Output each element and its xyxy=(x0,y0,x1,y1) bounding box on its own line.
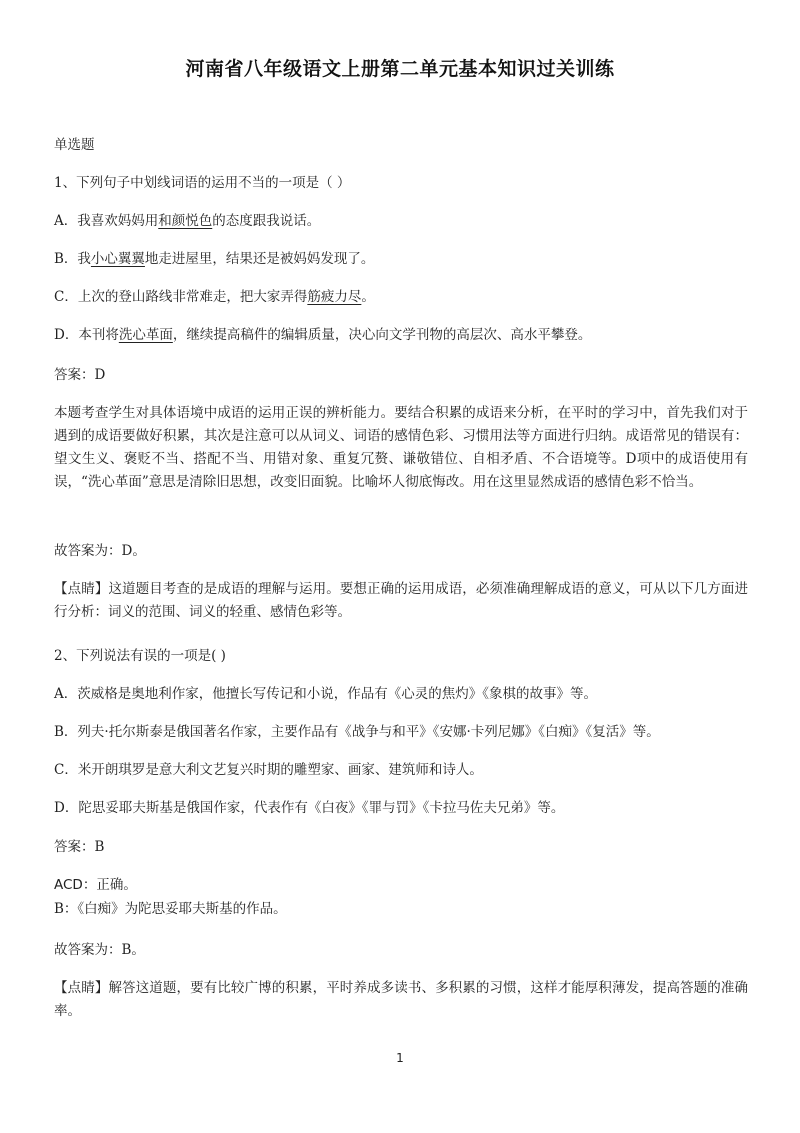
q1-option-c-post: 。 xyxy=(361,289,375,305)
q1-option-d-pre: D．本刊将 xyxy=(54,327,119,343)
q1-option-b xyxy=(54,249,754,269)
q2-option-d: D．陀思妥耶夫斯基是俄国作家，代表作有《白夜》《罪与罚》《卡拉马佐夫兄弟》等。 xyxy=(54,800,565,816)
q1-option-a-underlined: 和颜悦色 xyxy=(158,213,213,229)
q2-final-answer: 故答案为：B。 xyxy=(54,942,145,958)
page-number: 1 xyxy=(396,1051,404,1065)
q2-answer: 答案：B xyxy=(54,839,105,855)
q1-option-d-post: ，继续提高稿件的编辑质量，决心向文学刊物的高层次、高水平攀登。 xyxy=(172,327,592,343)
q1-option-b-post: 地走进屋里，结果还是被妈妈发现了。 xyxy=(144,251,375,267)
q1-option-b-pre: B．我 xyxy=(54,251,91,267)
q1-stem: 1、下列句子中划线词语的运用不当的一项是（ ） xyxy=(54,175,351,191)
q2-option-a: A．茨威格是奥地利作家，他擅长写传记和小说，作品有《心灵的焦灼》《象棋的故事》等。 xyxy=(54,686,597,702)
q1-option-c xyxy=(54,287,754,307)
q2-stem: 2、下列说法有误的一项是( ) xyxy=(54,648,226,664)
q2-explanation-1: ACD：正确。 xyxy=(54,877,137,893)
q1-option-c-underlined: 筋疲力尽 xyxy=(307,289,362,305)
q2-explanation-2: B：《白痴》为陀思妥耶夫斯基的作品。 xyxy=(54,901,287,917)
q1-tip: 【点睛】这道题目考查的是成语的理解与运用。要想正确的运用成语，必须准确理解成语的意义，可从以下几方面进行分析：词义的范围、词义的轻重、感情色彩等。 xyxy=(54,581,748,620)
q1-final-answer: 故答案为：D。 xyxy=(54,543,146,559)
q1-option-a-pre: A．我喜欢妈妈用 xyxy=(54,213,159,229)
section-heading: 单选题 xyxy=(54,137,95,153)
q1-option-b-underlined: 小心翼翼 xyxy=(90,251,145,267)
q2-tip: 【点睛】解答这道题，要有比较广博的积累，平时养成多读书、多积累的习惯，这样才能厚积薄发，提高答题的准确率。 xyxy=(54,980,748,1019)
q2-option-b: B．列夫·托尔斯泰是俄国著名作家，主要作品有《战争与和平》《安娜·卡列尼娜》《白痴》《复活》等。 xyxy=(54,724,660,740)
q1-option-a xyxy=(54,211,754,231)
q2-option-c: C．米开朗琪罗是意大利文艺复兴时期的雕塑家、画家、建筑师和诗人。 xyxy=(54,762,483,778)
q1-option-c-pre: C．上次的登山路线非常难走，把大家弄得 xyxy=(54,289,308,305)
q1-explanation: 本题考查学生对具体语境中成语的运用正误的辨析能力。要结合积累的成语来分析，在平时的学习中，首先我们对于遇到的成语要做好积累，其次是注意可以从词义、词语的感情色彩、习惯用法等方面进行归纳。成语常见的错误有：望文生义、褒贬不当、搭配不当、用错对象、重复冗赘、谦敬错位、自相矛盾、不合语境等。D项中的成语使用有误，“洗心革面”意思是清除旧思想，改变旧面貌。比喻坏人彻底悔改。用在这里显然成语的感情色彩不恰当。 xyxy=(54,405,748,490)
q1-answer: 答案：D xyxy=(54,367,106,383)
q1-option-d xyxy=(54,325,754,345)
q1-option-a-post: 的态度跟我说话。 xyxy=(212,213,321,229)
q1-option-d-underlined: 洗心革面 xyxy=(118,327,173,343)
document-title: 河南省八年级语文上册第二单元基本知识过关训练 xyxy=(185,58,615,80)
